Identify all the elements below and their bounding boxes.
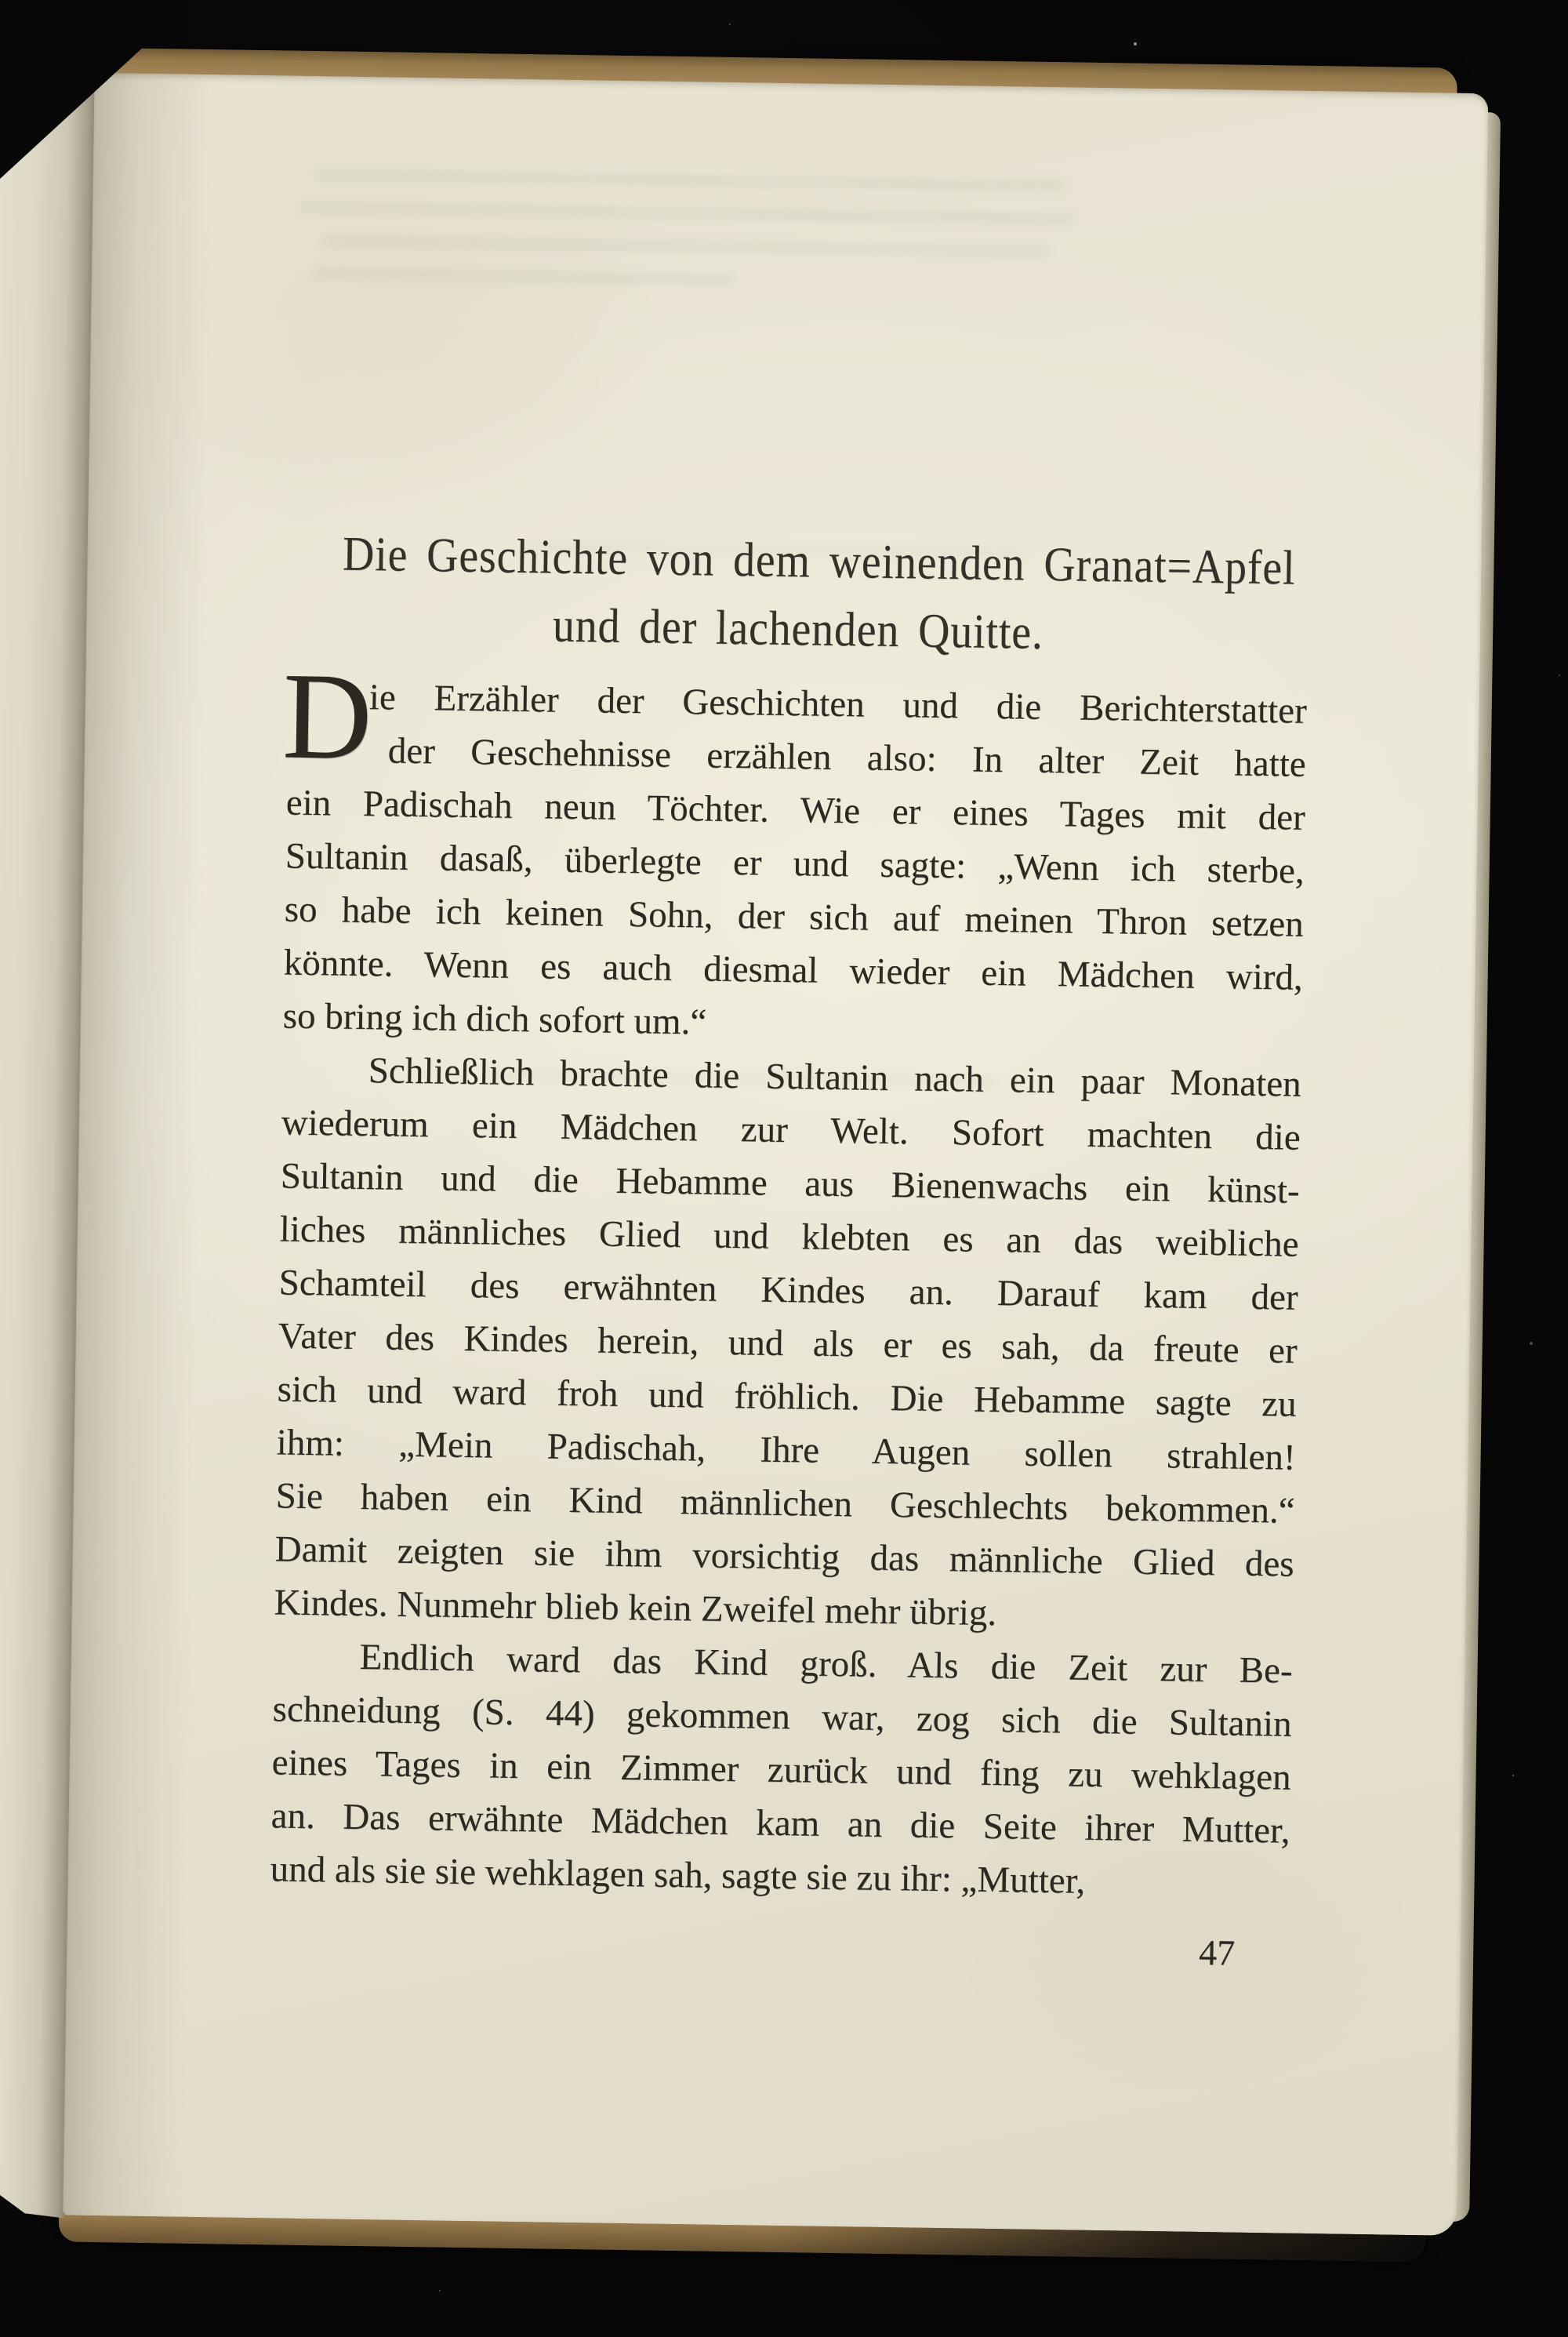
title-line-text: und der lachenden Quitte. <box>552 598 1044 660</box>
title-line-text: Die Geschichte von dem weinenden Granat=Apfel <box>342 527 1296 595</box>
text-line: so bring ich dich sofort um.“ <box>282 995 707 1043</box>
text-line: Schließlich brachte die Sultanin nach ein paar Monaten <box>368 1050 1302 1105</box>
show-through-ghost <box>313 169 1065 192</box>
text-line: Sie haben ein Kind männlichen Geschlechts bekommen.“ <box>275 1475 1295 1532</box>
text-line: könnte. Wenn es auch diesmal wieder ein Mädchen wird, <box>283 942 1304 998</box>
text-line: an. Das erwähnte Mädchen kam an die Seite ihrer Mutter, <box>270 1795 1290 1852</box>
text-line: der Geschehnisse erzählen also: In alter Zeit hatte <box>387 730 1307 785</box>
paragraph <box>274 1042 1301 1644</box>
text-line: Vater des Kindes herein, und als er es sah, da freute er <box>278 1315 1298 1372</box>
story-title <box>289 520 1309 671</box>
text-line: Sultanin und die Hebamme aus Bienenwachs ein künst- <box>280 1155 1301 1212</box>
text-line: Kindes. Nunmehr blieb kein Zweifel mehr übrig. <box>274 1582 997 1634</box>
text-line: wiederum ein Mädchen zur Welt. Sofort machten die <box>281 1102 1301 1158</box>
text-line: ihm: „Mein Padischah, Ihre Augen sollen strahlen! <box>276 1422 1296 1478</box>
text-line: sich und ward froh und fröhlich. Die Hebamme sagte zu <box>277 1368 1297 1425</box>
text-line: Schamteil des erwähnten Kindes an. Darauf kam der <box>278 1262 1299 1318</box>
text-line: ie Erzähler der Geschichten und die Berichterstatter <box>368 677 1308 732</box>
show-through-ghost <box>298 202 1074 226</box>
page-number: 47 <box>1198 1932 1236 1973</box>
text-line: ein Padischah neun Töchter. Wie er eines Tages mit der <box>285 782 1306 838</box>
text-line: Endlich ward das Kind groß. Als die Zeit zur Be- <box>359 1637 1293 1692</box>
text-line: eines Tages in ein Zimmer zurück und fing zu wehklagen <box>271 1742 1291 1798</box>
text-line: so habe ich keinen Sohn, der sich auf meinen Thron setzen <box>284 889 1305 945</box>
show-through-ghost <box>321 234 1050 258</box>
paragraph <box>282 670 1307 1058</box>
paragraph <box>270 1629 1293 1910</box>
text-line: und als sie sie wehklagen sah, sagte sie zu ihr: „Mutter, <box>270 1848 1086 1902</box>
show-through-ghost <box>311 267 735 286</box>
drop-cap: D <box>281 647 373 787</box>
story-body <box>270 670 1307 1911</box>
book-page <box>63 73 1488 2236</box>
text-line: Damit zeigten sie ihm vorsichtig das männliche Glied des <box>274 1528 1294 1585</box>
text-line: schneidung (S. 44) gekommen war, zog sich die Sultanin <box>272 1688 1292 1745</box>
text-line: Sultanin dasaß, überlegte er und sagte: „Wenn ich sterbe, <box>285 835 1305 892</box>
text-line: liches männliches Glied und klebten es an das weibliche <box>279 1208 1300 1265</box>
